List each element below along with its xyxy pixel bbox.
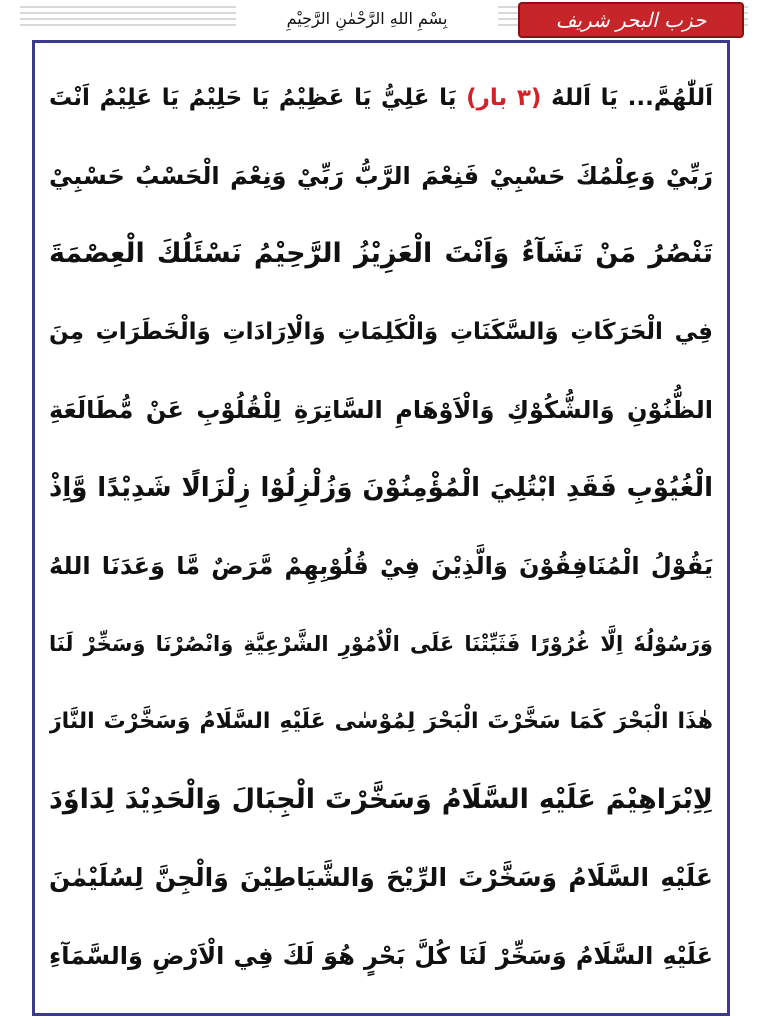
text-line-1 (49, 59, 713, 137)
text-line-12: عَلَيْهِ السَّلَامُ وَسَخِّرْ لَنَا كُلَّ بَحْرٍ هُوَ لَكَ فِي الْاَرْضِ وَالسَّمَآءِ (49, 942, 713, 970)
text-line-4: فِي الْحَرَكَاتِ وَالسَّكَنَاتِ وَالْكَلِمَاتِ وَالْاِرَادَاتِ وَالْخَطَرَاتِ مِنَ (49, 319, 713, 345)
text-line-11: عَلَيْهِ السَّلَامُ وَسَخَّرْتَ الرِّيْحَ وَالشَّيَاطِيْنَ وَالْجِنَّ لِسُلَيْمٰنَ (49, 863, 713, 892)
text-line-1-start: اَللّٰهُمَّ... يَا اَللهُ (551, 85, 713, 111)
bismillah-heading: بِسْمِ اللهِ الرَّحْمٰنِ الرَّحِيْمِ (236, 4, 498, 32)
page-header (0, 0, 768, 40)
text-line-8: وَرَسُوْلُهٗ اِلَّا غُرُوْرًا فَثَبِّتْنَا عَلَى الْاُمُوْرِ الشَّرْعِيَّةِ وَانْصُرْنَا وَسَخِّرْ لَنَا (49, 632, 713, 656)
text-frame (32, 40, 730, 1016)
title-badge: حزب البحر شریف (518, 2, 744, 38)
repeat-count-note: (٣ بار) (466, 85, 542, 111)
text-line-7: يَقُوْلُ الْمُنَافِقُوْنَ وَالَّذِيْنَ فِيْ قُلُوْبِهِمْ مَّرَضٌ مَّا وَعَدَنَا اللهُ (49, 552, 713, 580)
text-line-9: هٰذَا الْبَحْرَ كَمَا سَخَّرْتَ الْبَحْرَ لِمُوْسٰى عَلَيْهِ السَّلَامُ وَسَخَّرْتَ النَّارَ (49, 709, 713, 734)
text-line-5: الظُّنُوْنِ وَالشُّكُوْكِ وَالْاَوْهَامِ السَّاتِرَةِ لِلْقُلُوْبِ عَنْ مُّطَالَعَةِ (49, 396, 713, 424)
text-line-1-end: يَا عَلِيُّ يَا عَظِيْمُ يَا حَلِيْمُ يَا عَلِيْمُ اَنْتَ (49, 85, 457, 111)
text-line-3: تَنْصُرُ مَنْ تَشَآءُ وَاَنْتَ الْعَزِيْزُ الرَّحِيْمُ نَسْئَلُكَ الْعِصْمَةَ (49, 238, 713, 269)
text-line-6: الْغُيُوْبِ فَقَدِ ابْتُلِيَ الْمُؤْمِنُوْنَ وَزُلْزِلُوْا زِلْزَالًا شَدِيْدًا وَّاِذْ (49, 473, 713, 503)
text-line-10: لِاِبْرَاهِيْمَ عَلَيْهِ السَّلَامُ وَسَخَّرْتَ الْجِبَالَ وَالْحَدِيْدَ لِدَاوٗدَ (49, 784, 713, 815)
prayer-text (49, 59, 713, 1005)
text-line-2: رَبِّيْ وَعِلْمُكَ حَسْبِيْ فَنِعْمَ الرَّبُّ رَبِّيْ وَنِعْمَ الْحَسْبُ حَسْبِيْ (49, 162, 713, 190)
